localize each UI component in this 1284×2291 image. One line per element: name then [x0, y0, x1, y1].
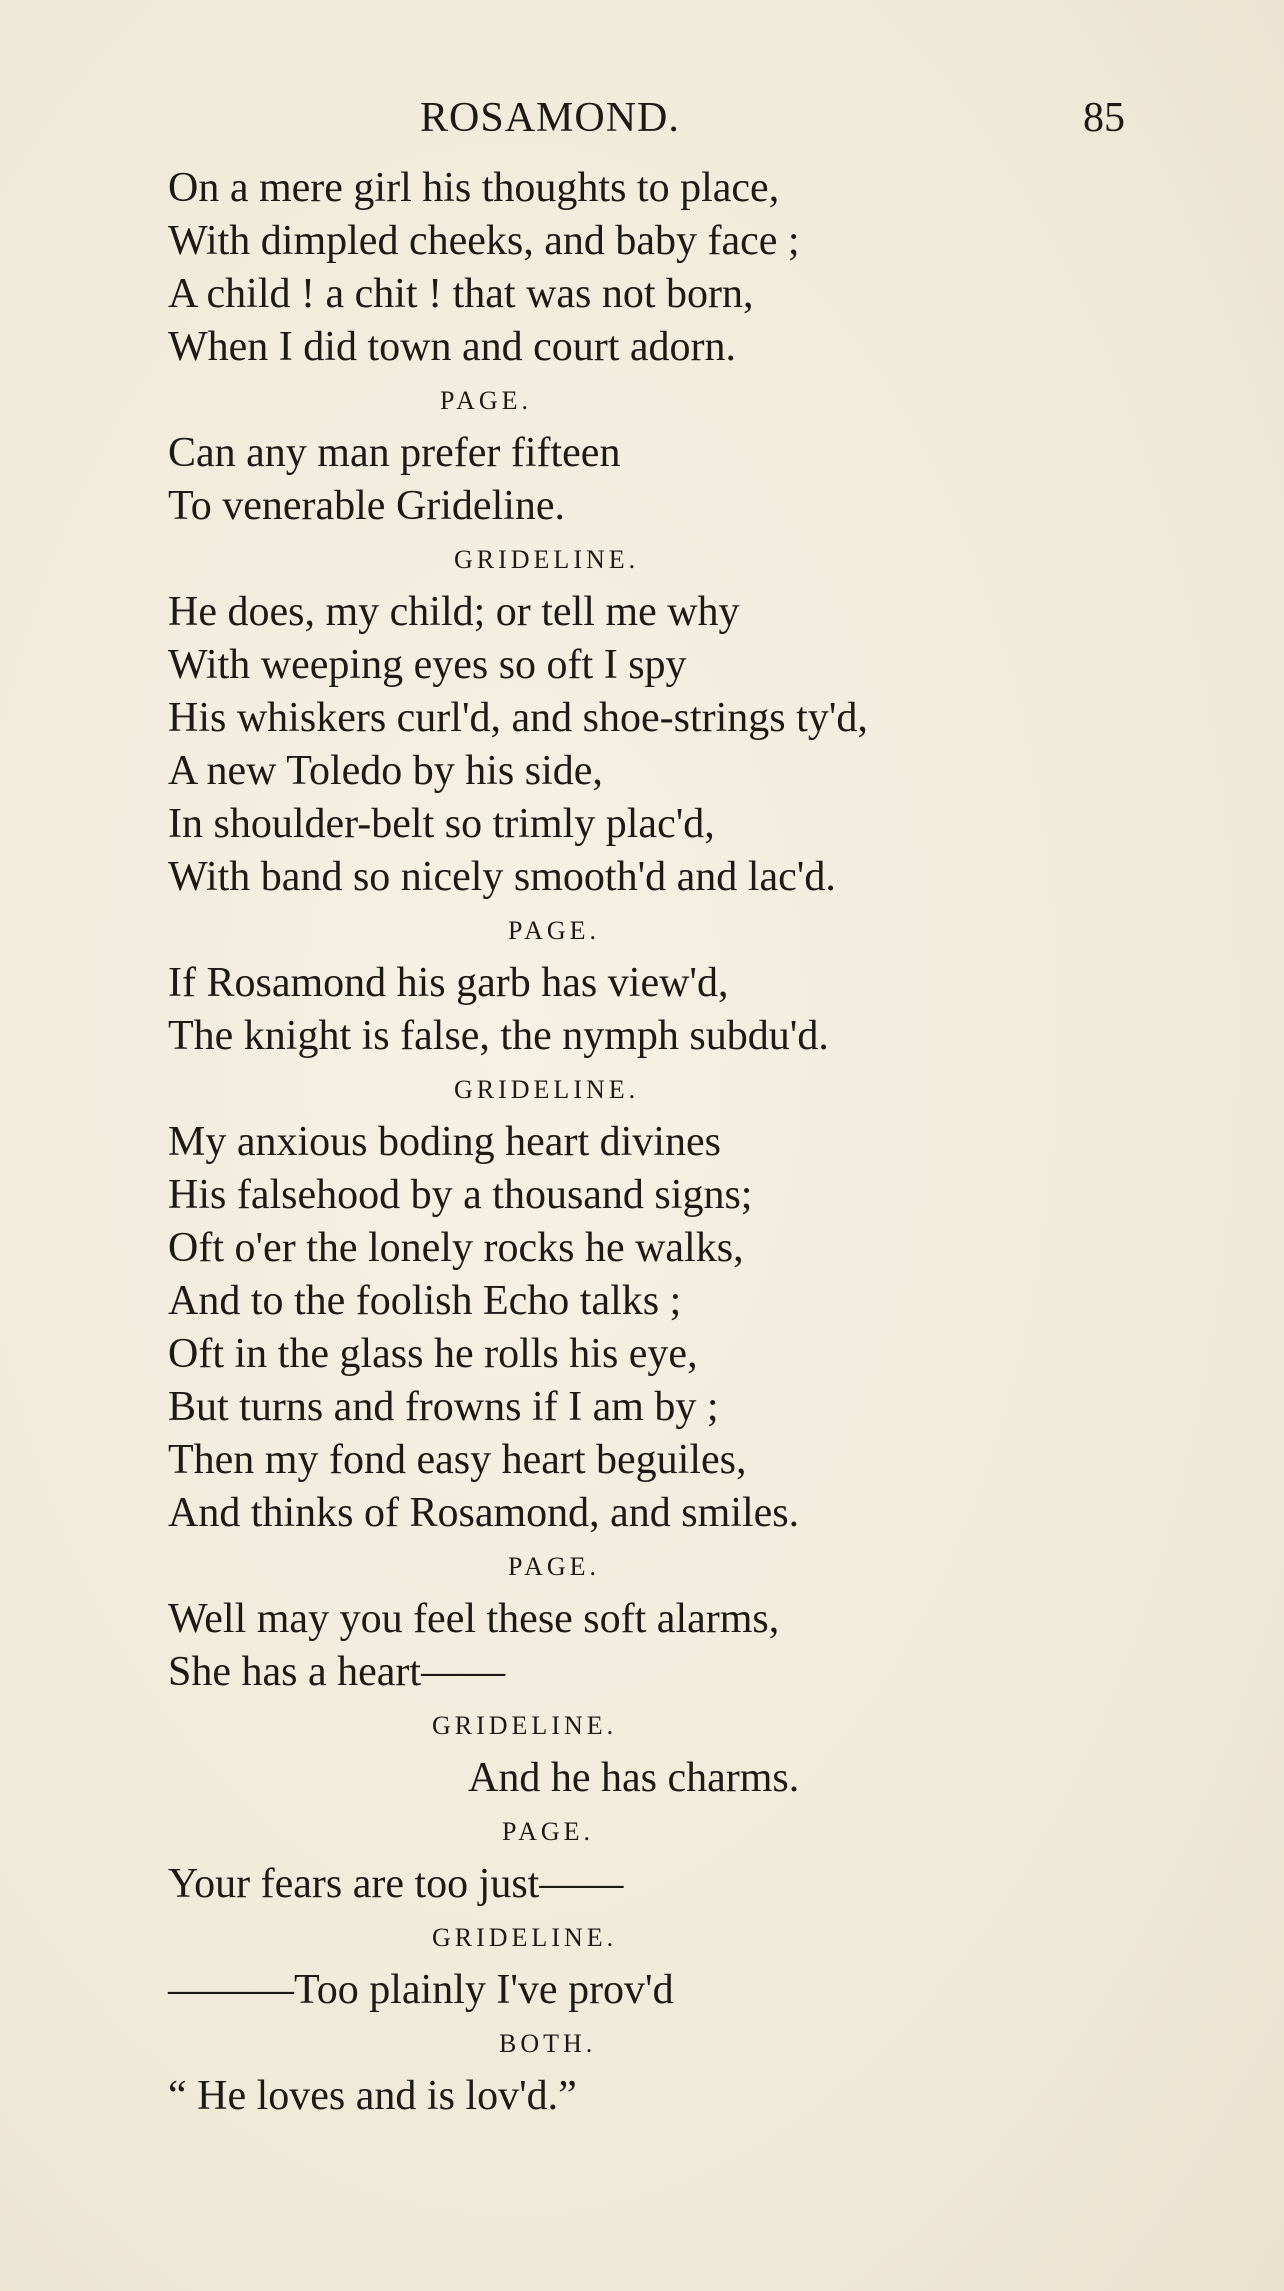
verse-text — [168, 162, 1228, 2123]
page-number: 85 — [1083, 95, 1125, 141]
running-head: ROSAMOND. — [420, 95, 680, 141]
verse-line: In shoulder-belt so trimly plac'd, — [168, 801, 715, 847]
verse-line: A child ! a chit ! that was not born, — [168, 271, 754, 317]
verse-line: She has a heart—— — [168, 1649, 506, 1695]
verse-line: Your fears are too just—— — [168, 1861, 624, 1907]
verse-line: Oft in the glass he rolls his eye, — [168, 1331, 698, 1377]
verse-line: Well may you feel these soft alarms, — [168, 1596, 780, 1642]
verse-line: On a mere girl his thoughts to place, — [168, 165, 780, 211]
speaker-heading: GRIDELINE. — [432, 1711, 618, 1740]
speaker-heading: PAGE. — [508, 1552, 601, 1581]
verse-line: When I did town and court adorn. — [168, 324, 737, 370]
verse-line: His whiskers curl'd, and shoe-strings ty'd, — [168, 695, 868, 741]
verse-line: But turns and frowns if I am by ; — [168, 1384, 719, 1430]
verse-line: Can any man prefer fifteen — [168, 430, 621, 476]
verse-line: Then my fond easy heart beguiles, — [168, 1437, 747, 1483]
speaker-heading: PAGE. — [502, 1817, 595, 1846]
verse-line: He does, my child; or tell me why — [168, 589, 740, 635]
verse-line: And thinks of Rosamond, and smiles. — [168, 1490, 800, 1536]
speaker-heading: BOTH. — [499, 2029, 597, 2058]
verse-line: With dimpled cheeks, and baby face ; — [168, 218, 800, 264]
verse-line: “ He loves and is lov'd.” — [168, 2073, 577, 2119]
speaker-heading: PAGE. — [440, 386, 533, 415]
verse-line: And to the foolish Echo talks ; — [168, 1278, 682, 1324]
speaker-heading: GRIDELINE. — [432, 1923, 618, 1952]
speaker-heading: GRIDELINE. — [454, 545, 640, 574]
verse-line: If Rosamond his garb has view'd, — [168, 960, 729, 1006]
verse-line: A new Toledo by his side, — [168, 748, 603, 794]
verse-line: His falsehood by a thousand signs; — [168, 1172, 753, 1218]
verse-line: With weeping eyes so oft I spy — [168, 642, 687, 688]
speaker-heading: PAGE. — [508, 916, 601, 945]
verse-line: ———Too plainly I've prov'd — [168, 1967, 674, 2013]
verse-line: The knight is false, the nymph subdu'd. — [168, 1013, 829, 1059]
verse-line: To venerable Grideline. — [168, 483, 566, 529]
verse-line: My anxious boding heart divines — [168, 1119, 721, 1165]
verse-line: Oft o'er the lonely rocks he walks, — [168, 1225, 744, 1271]
speaker-heading: GRIDELINE. — [454, 1075, 640, 1104]
verse-line: And he has charms. — [468, 1755, 800, 1801]
page-header — [0, 88, 1284, 148]
verse-line: With band so nicely smooth'd and lac'd. — [168, 854, 836, 900]
